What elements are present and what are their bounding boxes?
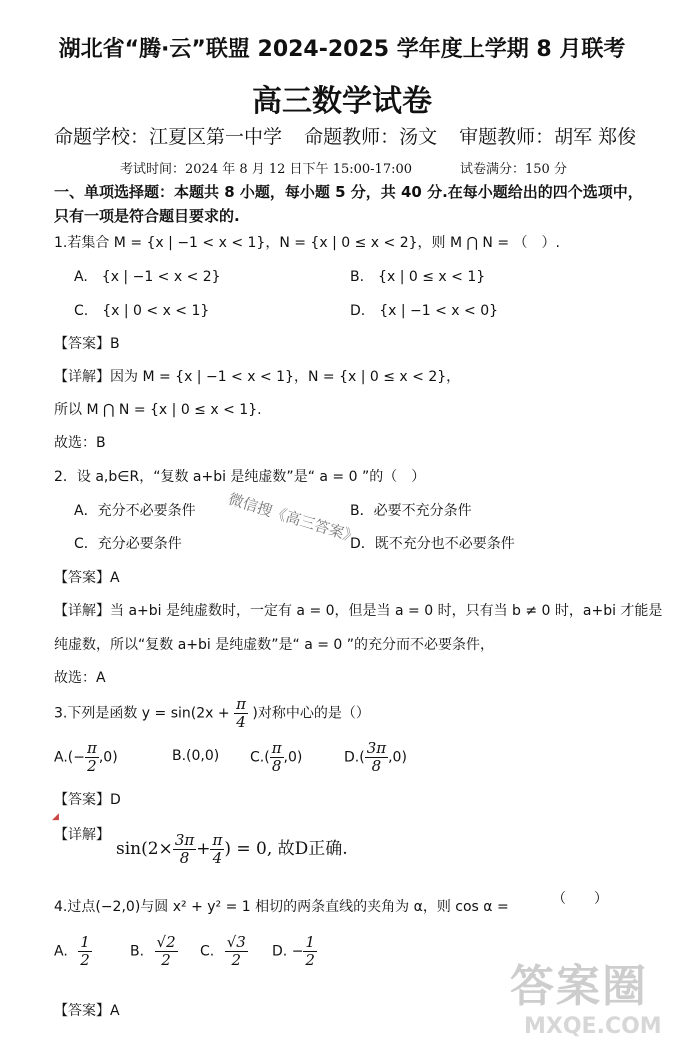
q2-choose: 故选：A <box>54 670 106 686</box>
q3-stem: 3.下列是函数 y = sin(2x + $\frac{\pi}{4}$ )对称中心的是（） <box>54 695 370 731</box>
q2-option-a: A．充分不必要条件 <box>74 503 196 519</box>
author-label: 命题教师：汤文 <box>304 126 438 148</box>
school-label: 命题学校：江夏区第一中学 <box>54 126 283 148</box>
exam-info <box>120 158 567 177</box>
exam-credits <box>54 122 652 149</box>
q4-option-a: A. $\frac{1}{2}$ <box>54 933 90 969</box>
q2-detail-line1: 【详解】当 a+bi 是纯虚数时，一定有 a = 0，但是当 a = 0 时，只有当 b ≠ 0 时，a+bi 才能是 <box>54 603 663 619</box>
exam-title-line1: 湖北省“腾·云”联盟 2024-2025 学年度上学期 8 月联考 <box>58 37 626 62</box>
q1-choose: 故选：B <box>54 435 106 451</box>
q1-detail-line2: 所以 M ⋂ N = {x | 0 ≤ x < 1}. <box>54 402 262 418</box>
section-heading: 一、单项选择题：本题共 8 小题，每小题 5 分，共 40 分.在每小题给出的四个选项中，只有一项是符合题目要求的. <box>54 183 643 225</box>
q4-option-b: B. $\frac{√2}{2}$ <box>130 933 176 969</box>
watermark-text: 微信搜《高三答案》 <box>226 489 361 547</box>
q4-paren: （ ） <box>552 891 608 907</box>
q3-stem-fraction: $\frac{\pi}{4}$ <box>236 695 246 731</box>
q3-option-a: A.(− $\frac{\pi}{2}$ ,0) <box>54 739 118 775</box>
exam-title-line2: 高三数学试卷 <box>252 84 432 119</box>
tick-mark: ◢ <box>52 812 59 822</box>
reviewer-label: 审题教师：胡军 郑俊 <box>459 126 637 148</box>
q4-option-c: C. $\frac{√3}{2}$ <box>200 933 246 969</box>
q4-answer: 【答案】A <box>54 1003 120 1019</box>
logo-title: 答案圈 <box>510 961 648 1012</box>
q1-option-b: B. {x | 0 ≤ x < 1} <box>350 269 486 285</box>
q2-answer: 【答案】A <box>54 570 120 586</box>
exam-time: 考试时间：2024 年 8 月 12 日下午 15:00-17:00 <box>120 162 413 177</box>
q2-detail-line2: 纯虚数，所以“复数 a+bi 是纯虚数”是“ a = 0 ”的充分而不必要条件， <box>54 637 495 653</box>
logo-url: MXQE.COM <box>524 1014 662 1039</box>
q4-stem: 4.过点(−2,0)与圆 x² + y² = 1 相切的两条直线的夹角为 α，则 cos α = <box>54 899 509 915</box>
q3-option-b: B.(0,0) <box>172 748 220 764</box>
q3-detail-label: 【详解】 <box>54 827 110 843</box>
q2-option-d: D．既不充分也不必要条件 <box>350 536 515 552</box>
q4-option-d: D. − $\frac{1}{2}$ <box>272 933 315 969</box>
q3-option-d: D.( $\frac{3\pi}{8}$ ,0) <box>344 739 407 775</box>
q3-option-c: C.( $\frac{\pi}{8}$ ,0) <box>250 739 303 775</box>
full-score: 试卷满分：150 分 <box>460 162 567 177</box>
q3-detail-formula: sin(2× $\frac{3\pi}{8}$ + $\frac{\pi}{4}$ ) = 0, 故D正确. <box>116 831 348 867</box>
q1-option-d: D. {x | −1 < x < 0} <box>350 303 499 319</box>
q1-option-c: C. {x | 0 < x < 1} <box>74 303 210 319</box>
q1-detail-line1: 【详解】因为 M = {x | −1 < x < 1}，N = {x | 0 ≤ x < 2}， <box>54 369 461 385</box>
q1-stem: 1.若集合 M = {x | −1 < x < 1}，N = {x | 0 ≤ x < 2}，则 M ⋂ N = （ ）. <box>54 235 560 251</box>
q1-option-a: A. {x | −1 < x < 2} <box>74 269 221 285</box>
q3-answer: 【答案】D <box>54 792 121 808</box>
q2-option-c: C．充分必要条件 <box>74 536 182 552</box>
q2-stem: 2．设 a,b∈R，“复数 a+bi 是纯虚数”是“ a = 0 ”的（ ） <box>54 469 426 485</box>
q1-answer: 【答案】B <box>54 336 120 352</box>
site-logo <box>500 950 670 1050</box>
q2-option-b: B．必要不充分条件 <box>350 503 472 519</box>
